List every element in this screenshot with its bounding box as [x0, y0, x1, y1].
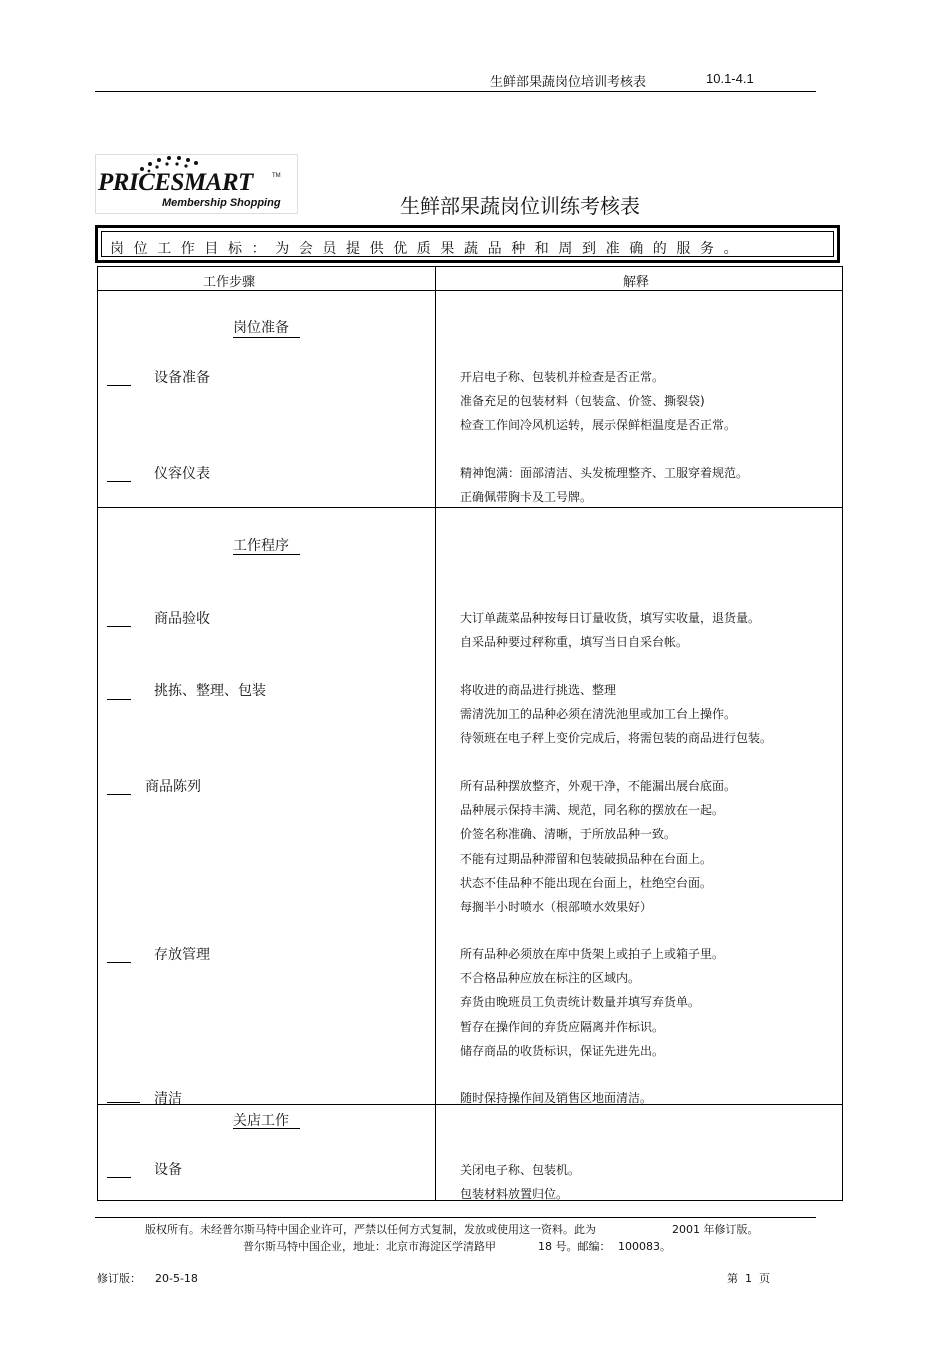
- step-description: [460, 774, 736, 919]
- description-line: 状态不佳品种不能出现在台面上，杜绝空台面。: [460, 875, 713, 890]
- section-title: 工作程序: [233, 538, 289, 554]
- header-code: 10.1-4.1: [706, 71, 754, 86]
- description-line: 大订单蔬菜品种按每日订量收货，填写实收量，退货量。: [460, 611, 761, 625]
- footer-divider: [95, 1217, 816, 1218]
- step-description: [460, 606, 760, 654]
- description-line: 正确佩带胸卡及工号牌。: [460, 490, 593, 505]
- section-title-underline: [233, 337, 300, 338]
- checkbox-blank-line[interactable]: [107, 1102, 140, 1103]
- description-line: 包装材料放置归位。: [460, 1187, 569, 1202]
- checkbox-blank-line[interactable]: [107, 481, 131, 482]
- description-line: 需清洗加工的品种必须在清洗池里或加工台上操作。: [460, 707, 737, 722]
- goal-text: 岗位工作目标：为会员提供优质果蔬品种和周到准确的服务。: [110, 241, 748, 257]
- step-label: 商品验收: [154, 611, 210, 627]
- section-title: 岗位准备: [233, 320, 289, 336]
- description-line: 待领班在电子秤上变价完成后，将需包装的商品进行包装。: [460, 731, 773, 746]
- checkbox-blank-line[interactable]: [107, 1177, 131, 1178]
- description-line: 自采品种要过秤称重，填写当日自采台帐。: [460, 635, 689, 650]
- description-line: 准备充足的包装材料（包装盒、价签、撕裂袋): [460, 394, 705, 409]
- description-line: 关闭电子称、包装机。: [460, 1163, 581, 1177]
- checkbox-blank-line[interactable]: [107, 626, 131, 627]
- checkbox-blank-line[interactable]: [107, 699, 131, 700]
- checkbox-blank-line[interactable]: [107, 794, 131, 795]
- step-label: 设备准备: [154, 370, 210, 386]
- description-line: 储存商品的收货标识，保证先进先出。: [460, 1043, 665, 1058]
- step-description: [460, 942, 724, 1063]
- table-column-divider: [435, 266, 436, 1201]
- goal-box: [95, 225, 840, 263]
- table-header-divider: [97, 290, 843, 291]
- copyright-text: 版权所有。未经普尔斯马特中国企业许可，严禁以任何方式复制，发放或使用这一资料。此为: [145, 1223, 596, 1236]
- column-header-explain: 解释: [623, 275, 650, 290]
- header-divider: [95, 91, 816, 92]
- logo-brand: PRICESMART: [98, 169, 253, 196]
- postcode-text: 100083。: [618, 1240, 671, 1253]
- step-label: 设备: [154, 1162, 182, 1178]
- description-line: 精神饱满：面部清洁、头发梳理整齐、工服穿着规范。: [460, 466, 749, 480]
- logo-tagline: Membership Shopping: [162, 197, 281, 209]
- page-number: 第 1 页: [727, 1272, 770, 1285]
- header-title: 生鲜部果蔬岗位培训考核表: [490, 75, 647, 90]
- step-label: 挑拣、整理、包装: [154, 683, 266, 699]
- step-label: 清洁: [154, 1091, 182, 1107]
- description-line: 每搁半小时喷水（根部喷水效果好）: [460, 900, 653, 915]
- pricesmart-logo: [95, 154, 298, 214]
- address-text: 普尔斯马特中国企业，地址：北京市海淀区学清路甲: [243, 1240, 496, 1253]
- document-title: 生鲜部果蔬岗位训练考核表: [400, 194, 640, 218]
- checkbox-blank-line[interactable]: [107, 962, 131, 963]
- revision-year-text: 2001 年修订版。: [672, 1223, 759, 1236]
- address-number-text: 18 号。邮编：: [538, 1240, 611, 1253]
- description-line: 价签名称准确、清晰，于所放品种一致。: [460, 827, 677, 842]
- description-line: 品种展示保持丰满、规范，同名称的摆放在一起。: [460, 803, 725, 818]
- step-label: 仪容仪表: [154, 466, 210, 482]
- description-line: 暂存在操作间的弃货应隔离并作标识。: [460, 1019, 665, 1034]
- section-title-underline: [233, 1128, 300, 1129]
- checkbox-blank-line[interactable]: [107, 385, 131, 386]
- description-line: 弃货由晚班员工负责统计数量并填写弃货单。: [460, 995, 701, 1010]
- revision-date: 修订版： 20-5-18: [97, 1272, 198, 1285]
- description-line: 检查工作间冷风机运转，展示保鲜柜温度是否正常。: [460, 418, 737, 433]
- step-description: [460, 1158, 580, 1206]
- goal-inner-frame: [101, 231, 834, 257]
- step-description: [460, 365, 736, 438]
- description-line: 所有品种摆放整齐，外观干净，不能漏出展台底面。: [460, 779, 737, 793]
- description-line: 开启电子称、包装机并检查是否正常。: [460, 370, 665, 384]
- section-title: 关店工作: [233, 1113, 289, 1129]
- description-line: 不能有过期品种滞留和包装破损品种在台面上。: [460, 851, 713, 866]
- description-line: 随时保持操作间及销售区地面清洁。: [460, 1091, 653, 1105]
- column-header-steps: 工作步骤: [203, 275, 256, 290]
- description-line: 所有品种必须放在库中货架上或拍子上或箱子里。: [460, 947, 725, 961]
- description-line: 将收进的商品进行挑选、整理: [460, 683, 617, 697]
- step-description: [460, 678, 772, 751]
- step-label: 存放管理: [154, 947, 210, 963]
- step-label: 商品陈列: [145, 779, 201, 795]
- step-description: [460, 1086, 652, 1110]
- description-line: 不合格品种应放在标注的区域内。: [460, 971, 641, 986]
- step-description: [460, 461, 748, 509]
- section-title-underline: [233, 554, 300, 555]
- logo-trademark: TM: [272, 173, 281, 179]
